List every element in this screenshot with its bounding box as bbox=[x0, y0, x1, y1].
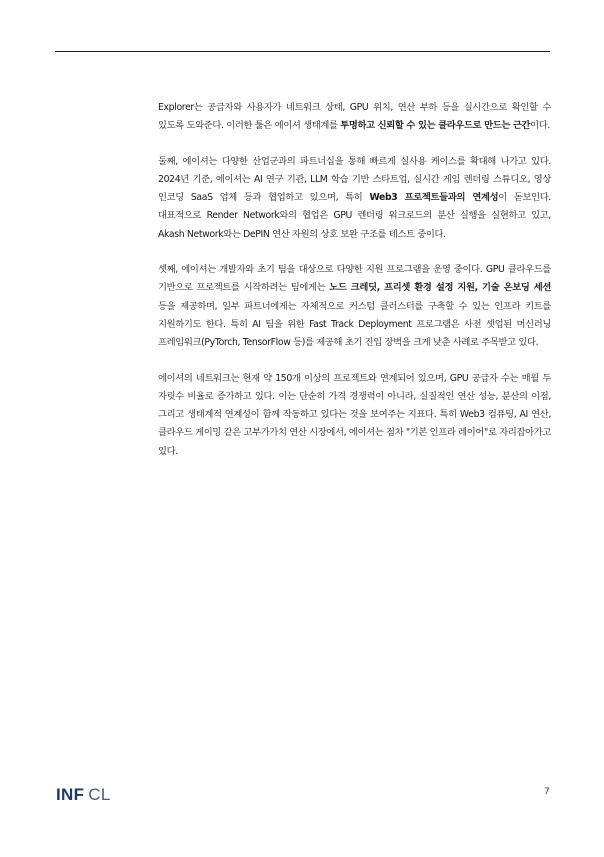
paragraph-text: 셋째, 에이셔는 개발자와 초기 팀을 대상으로 다양한 지원 프로그램을 운영 중이다. GPU 클라우드를 기반으로 프로젝트를 시작하려는 팀에게는 bbox=[158, 264, 551, 294]
paragraph-emphasis: Web3 프로젝트들과의 연계성 bbox=[369, 192, 499, 204]
paragraph-explorer bbox=[158, 99, 551, 136]
paragraph-emphasis: 투명하고 신뢰할 수 있는 클라우드로 만드는 근간 bbox=[340, 120, 531, 132]
paragraph-network-growth bbox=[158, 370, 551, 461]
paragraph-partnerships bbox=[158, 153, 551, 244]
body-text bbox=[158, 99, 551, 478]
paragraph-text: 둘째, 에이셔는 다양한 산업군과의 파트너십을 통해 빠르게 실사용 케이스를 확대해 나가고 있다. 2024년 기준, 에이셔는 AI 연구 기관, LLM 학습 기반 스타트업, 실시간 게임 렌더링 스튜디오, 영상 인코딩 SaaS 업체 등과 협업하고 있으며, 특히 bbox=[158, 155, 551, 204]
logo-cl-text: CL bbox=[88, 785, 111, 804]
page-number: 7 bbox=[544, 787, 550, 797]
infcl-logo bbox=[56, 785, 111, 805]
paragraph-text: 이다. bbox=[530, 120, 551, 132]
header-divider bbox=[55, 51, 550, 52]
paragraph-text: 이 돋보인다. 대표적으로 Render Network와의 협업은 GPU 렌더링 워크로드의 분산 실행을 실현하고 있고, Akash Network와는 DePIN 연산 자원의 상호 보완 구조를 테스트 중이다. bbox=[158, 192, 551, 240]
paragraph-emphasis: 노드 크레딧, 프리셋 환경 설정 지원, 기술 온보딩 세션 bbox=[329, 282, 551, 294]
paragraph-text: Explorer는 공급자와 사용자가 네트워크 상태, GPU 위치, 연산 부하 등을 실시간으로 확인할 수 있도록 도와준다. 이러한 툴은 에이셔 생태계를 bbox=[158, 102, 551, 132]
paragraph-text: 에이셔의 네트워크는 현재 약 150개 이상의 프로젝트와 연계되어 있으며, GPU 공급자 수는 매월 두 자릿수 비율로 증가하고 있다. 이는 단순히 가격 경쟁력이 아니라, 실질적인 연산 성능, 분산의 이점, 그리고 생태계적 연계성이 함께 작동하고 있다는 것을 보여주는 지표다. 특히 Web3 컴퓨팅, AI 연산, 클라우드 게이밍 같은 고부가가치 연산 시장에서, 에이셔는 점차 "기본 인프라 레이어"로 자리잡아가고 있다. bbox=[158, 372, 551, 457]
paragraph-text: 등을 제공하며, 일부 파트너에게는 자체적으로 커스텀 클러스터를 구축할 수 있는 인프라 키트를 지원하기도 한다. 특히 AI 팀을 위한 Fast Track Deployment 프로그램은 사전 셋업된 머신러닝 프레임워크(PyTorch, TensorFlow 등)를 제공해 초기 진입 장벽을 크게 낮춘 사례로 주목받고 있다. bbox=[158, 300, 551, 349]
logo-inf-text: INF bbox=[56, 785, 85, 804]
paragraph-support-programs bbox=[158, 261, 551, 352]
